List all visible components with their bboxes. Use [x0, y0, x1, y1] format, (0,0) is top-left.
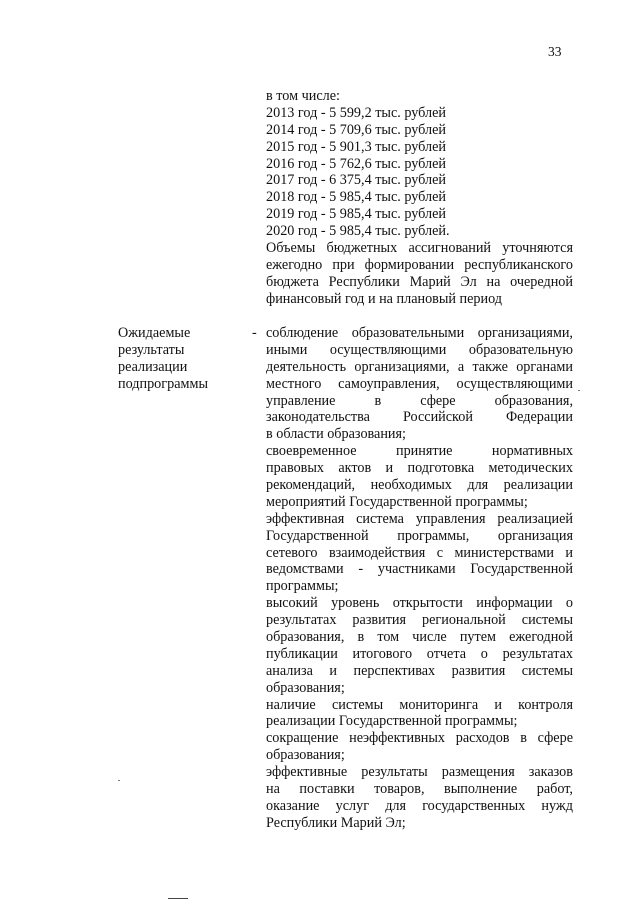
word: бюджета — [266, 273, 319, 290]
text-line — [266, 730, 573, 747]
text-line: реализации Государственной программы; — [266, 713, 518, 730]
word: система — [356, 510, 404, 527]
word: осуществляющими — [456, 375, 573, 392]
word: итогового — [352, 645, 413, 662]
text-line: в том числе: — [266, 88, 340, 104]
word: эффективные — [266, 764, 348, 781]
word: неэффективных — [349, 730, 446, 747]
word: работ, — [536, 781, 573, 798]
word: необходимых — [370, 477, 452, 494]
text-line: 2018 год - 5 985,4 тыс. рублей — [266, 189, 446, 206]
word: образовательными — [351, 325, 465, 341]
word: перспективах — [353, 662, 436, 679]
text-line: 2016 год - 5 762,6 тыс. рублей — [266, 155, 446, 172]
text-line — [266, 376, 573, 393]
word: о — [565, 595, 573, 612]
text-line — [266, 460, 573, 477]
word: осуществляющими — [329, 341, 447, 358]
text-line — [266, 511, 573, 528]
word: на — [266, 781, 280, 798]
text-line: финансовый год и на плановый период — [266, 290, 503, 307]
word: в — [374, 392, 382, 409]
scan-artifact-line — [168, 898, 188, 899]
text-line — [266, 545, 573, 562]
word: соблюдение — [266, 325, 339, 341]
word: том — [377, 629, 400, 646]
scan-speck — [578, 390, 580, 391]
section-label-line: Ожидаемые — [118, 325, 191, 341]
text-line — [266, 393, 573, 410]
word: поставки — [299, 781, 355, 798]
text-line — [266, 342, 573, 359]
section-label — [118, 325, 238, 393]
text-line: Республики Марий Эл; — [266, 814, 406, 831]
word: сокращение — [266, 730, 339, 747]
word: Эл — [460, 273, 477, 290]
word: рекомендаций, — [266, 477, 356, 494]
page-number: 33 — [548, 44, 562, 59]
text-line — [266, 798, 573, 815]
word: результатах — [266, 612, 337, 629]
financing-text-block — [266, 88, 573, 308]
word: правовых — [266, 460, 325, 477]
word: информации — [476, 595, 553, 612]
expected-results-text-block — [266, 325, 573, 832]
word: бюджетных — [326, 240, 398, 257]
text-line — [266, 443, 573, 460]
scan-speck — [118, 780, 120, 781]
word: образовательную — [468, 341, 573, 358]
word: Объемы — [266, 240, 316, 257]
word: законодательства — [266, 409, 370, 426]
word: также — [472, 358, 508, 375]
word: Российской — [403, 409, 473, 426]
word: местного — [266, 375, 322, 392]
text-line: 2020 год - 5 985,4 тыс. рублей. — [266, 223, 450, 240]
word: и — [494, 696, 502, 713]
text-line — [266, 595, 573, 612]
word: развития — [352, 612, 407, 629]
word: - — [358, 561, 364, 578]
word: сфере — [420, 392, 456, 409]
word: системы — [521, 662, 573, 679]
word: системы — [331, 696, 384, 713]
word: с — [436, 544, 443, 561]
word: организациями, — [354, 358, 450, 375]
word: министерствами — [454, 544, 554, 561]
text-line: 2014 год - 5 709,6 тыс. рублей — [266, 121, 446, 138]
word: управления — [415, 510, 486, 527]
word: открытости — [392, 595, 463, 612]
text-line: 2015 год - 5 901,3 тыс. рублей — [266, 138, 446, 155]
text-line — [266, 561, 573, 578]
word: и — [565, 544, 573, 561]
word: ведомствами — [266, 561, 344, 578]
text-line — [266, 409, 573, 426]
text-line — [266, 781, 573, 798]
word: для — [385, 797, 407, 814]
word: высокий — [266, 595, 318, 612]
word: эффективная — [266, 510, 345, 527]
word: размещения — [441, 764, 515, 781]
word: государственных — [422, 797, 526, 814]
text-line — [266, 646, 573, 663]
word: нужд — [541, 797, 573, 814]
word: Республики — [328, 273, 400, 290]
word: товаров, — [374, 781, 425, 798]
text-line: программы; — [266, 578, 339, 595]
word: результаты — [361, 764, 428, 781]
word: участниками — [377, 561, 456, 578]
list-dash: - — [252, 325, 257, 341]
word: республиканского — [464, 256, 573, 273]
word: и — [385, 460, 394, 477]
word: реализацией — [497, 510, 573, 527]
word: наличие — [266, 696, 316, 713]
text-line — [266, 359, 573, 376]
text-line — [266, 257, 573, 274]
word: методических — [488, 460, 573, 477]
text-line: мероприятий Государственной программы; — [266, 493, 528, 510]
word: принятие — [395, 443, 453, 460]
word: заказов — [528, 764, 573, 781]
word: путем — [459, 629, 496, 646]
word: мониторинга — [399, 696, 479, 713]
word: Государственной — [470, 561, 573, 578]
word: ассигнований — [408, 240, 492, 257]
word: расходов — [455, 730, 510, 747]
word: программы, — [397, 527, 470, 544]
word: нормативных — [491, 443, 573, 460]
text-line — [266, 274, 573, 291]
text-line: образования; — [266, 679, 345, 696]
word: и — [329, 662, 338, 679]
word: а — [457, 358, 465, 375]
word: на — [486, 273, 501, 290]
word: при — [332, 256, 355, 273]
text-line — [266, 240, 573, 257]
word: в — [520, 730, 527, 747]
text-line: 2013 год - 5 599,2 тыс. рублей — [266, 104, 446, 121]
word: уровень — [331, 595, 380, 612]
word: сетевого — [266, 544, 318, 561]
word: организация — [497, 527, 573, 544]
word: региональной — [422, 612, 506, 629]
word: органами — [516, 358, 573, 375]
word: организациями, — [477, 325, 573, 341]
word: самоуправления, — [338, 375, 440, 392]
section-label-line: результаты — [118, 341, 185, 358]
word: Марий — [409, 273, 451, 290]
word: системы — [521, 612, 573, 629]
section-label-line: подпрограммы — [118, 375, 208, 392]
text-line: 2017 год - 6 375,4 тыс. рублей — [266, 172, 446, 189]
word: Федерации — [505, 409, 573, 426]
text-line — [266, 612, 573, 629]
text-line — [266, 325, 573, 342]
word: Государственной — [266, 527, 369, 544]
word: ежегодно — [266, 256, 323, 273]
text-line: образования; — [266, 747, 345, 764]
word: анализа — [266, 662, 313, 679]
word: для — [467, 477, 489, 494]
text-line: 2019 год - 5 985,4 тыс. рублей — [266, 206, 446, 223]
word: своевременное — [266, 443, 357, 460]
word: контроля — [518, 696, 573, 713]
text-line — [266, 697, 573, 714]
word: отчета — [426, 645, 466, 662]
word: подготовка — [407, 460, 475, 477]
word: управление — [266, 392, 336, 409]
word: услуг — [335, 797, 370, 814]
word: результатах — [502, 645, 573, 662]
text-line — [266, 629, 573, 646]
word: числе — [412, 629, 447, 646]
word: иными — [266, 341, 308, 358]
text-line: в области образования; — [266, 426, 406, 443]
word: развития — [451, 662, 506, 679]
section-label-line: реализации — [118, 358, 188, 375]
text-line — [266, 663, 573, 680]
word: оказание — [266, 797, 320, 814]
word: образования, — [494, 392, 573, 409]
word: формировании — [364, 256, 455, 273]
word: очередной — [510, 273, 573, 290]
word: о — [480, 645, 488, 662]
text-line — [266, 764, 573, 781]
text-line — [266, 528, 573, 545]
word: публикации — [266, 645, 338, 662]
word: ежегодной — [509, 629, 573, 646]
word: в — [357, 629, 365, 646]
word: сфере — [537, 730, 573, 747]
text-line — [266, 477, 573, 494]
word: актов — [338, 460, 372, 477]
word: деятельность — [266, 358, 347, 375]
word: выполнение — [444, 781, 518, 798]
word: реализации — [503, 477, 573, 494]
word: взаимодействия — [328, 544, 426, 561]
word: уточняются — [502, 240, 573, 257]
word: образования, — [266, 629, 345, 646]
